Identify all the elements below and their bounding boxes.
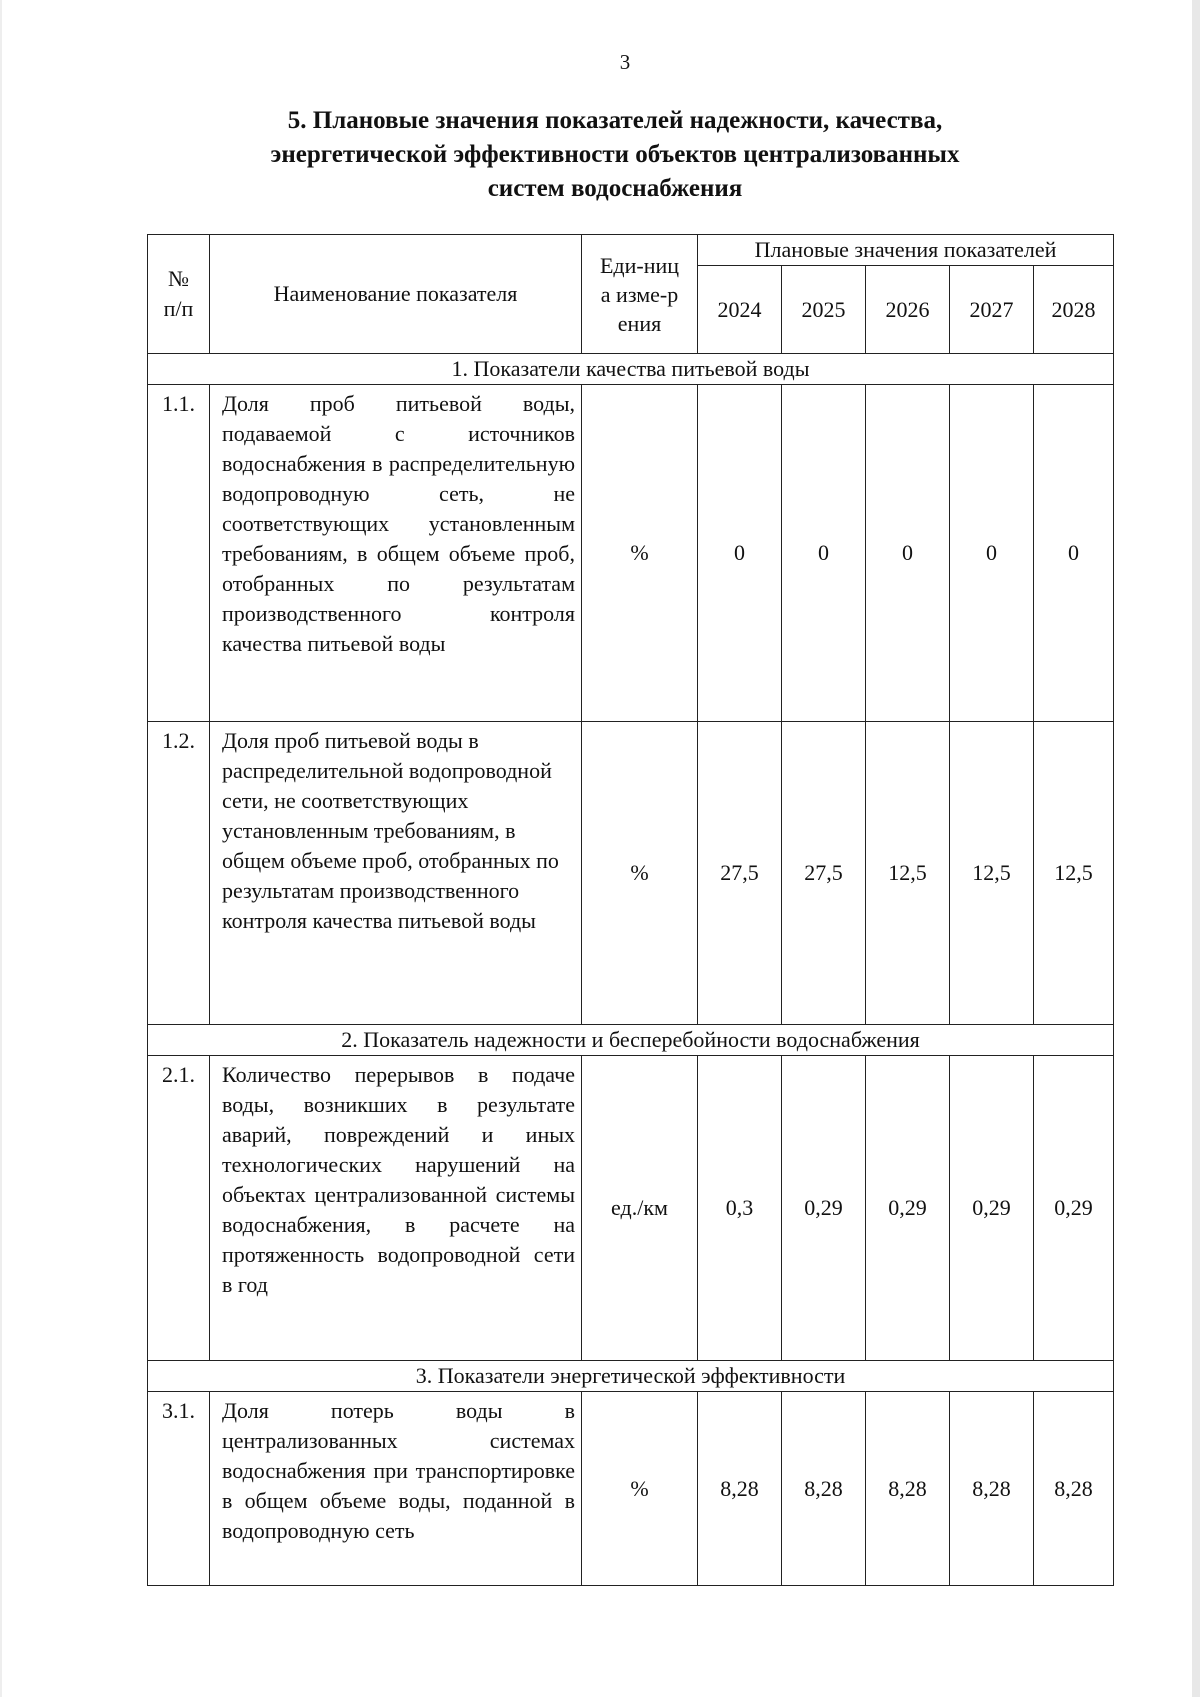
header-plan-values: Плановые значения показателей: [698, 235, 1114, 266]
header-num-label: № п/п: [163, 266, 194, 321]
value-cell: 8,28: [698, 1392, 782, 1586]
value-cell: 27,5: [698, 722, 782, 1025]
section-title: 2. Показатель надежности и бесперебойности водоснабжения: [148, 1025, 1114, 1056]
table-row: [148, 385, 1114, 722]
heading-line-2: энергетической эффективности объектов централизованных: [270, 141, 960, 168]
indicator-unit: %: [582, 722, 698, 1025]
value-cell: 8,28: [782, 1392, 866, 1586]
value-cell: 0,29: [866, 1056, 950, 1361]
scan-edge-right: [1192, 0, 1200, 1697]
value-cell: 0,29: [950, 1056, 1034, 1361]
indicator-name: Доля потерь воды в централизованных системах водоснабжения при транспортировке в общем объеме воды, поданной в водопроводную сеть: [210, 1392, 582, 1586]
heading-line-3: систем водоснабжения: [487, 175, 743, 202]
header-unit: [582, 235, 698, 354]
value-cell: 0: [1034, 385, 1114, 722]
section-row: [148, 1025, 1114, 1056]
value-cell: 12,5: [1034, 722, 1114, 1025]
value-cell: 0,29: [782, 1056, 866, 1361]
value-cell: 0: [782, 385, 866, 722]
value-cell: 0: [698, 385, 782, 722]
value-cell: 8,28: [950, 1392, 1034, 1586]
header-year: 2026: [866, 266, 950, 354]
header-row-1: [148, 235, 1114, 266]
section-heading: [215, 104, 1015, 206]
indicator-name: Доля проб питьевой воды, подаваемой с источников водоснабжения в распределительную водопроводную сеть, не соответствующих установленным требованиям, в общем объеме проб, отобранных по результатам производственного контроля качества питьевой воды: [210, 385, 582, 722]
header-unit-label: Еди-ница изме-рения: [599, 252, 680, 336]
table-row: [148, 1056, 1114, 1361]
scan-edge-left: [0, 0, 2, 1697]
header-year: 2024: [698, 266, 782, 354]
section-title: 1. Показатели качества питьевой воды: [148, 354, 1114, 385]
row-number: 2.1.: [148, 1056, 210, 1361]
value-cell: 0,3: [698, 1056, 782, 1361]
section-title: 3. Показатели энергетической эффективности: [148, 1361, 1114, 1392]
row-number: 1.2.: [148, 722, 210, 1025]
section-row: [148, 1361, 1114, 1392]
header-year: 2027: [950, 266, 1034, 354]
indicator-unit: ед./км: [582, 1056, 698, 1361]
value-cell: 8,28: [866, 1392, 950, 1586]
indicator-unit: %: [582, 1392, 698, 1586]
indicators-table: [147, 234, 1114, 1586]
value-cell: 0,29: [1034, 1056, 1114, 1361]
header-name: Наименование показателя: [210, 235, 582, 354]
indicator-name: Количество перерывов в подаче воды, возникших в результате аварий, повреждений и иных технологических нарушений на объектах централизованной системы водоснабжения, в расчете на протяженность водопроводной сети в год: [210, 1056, 582, 1361]
indicator-unit: %: [582, 385, 698, 722]
value-cell: 12,5: [866, 722, 950, 1025]
row-number: 3.1.: [148, 1392, 210, 1586]
value-cell: 12,5: [950, 722, 1034, 1025]
page-number: 3: [619, 50, 631, 74]
header-year: 2025: [782, 266, 866, 354]
header-year: 2028: [1034, 266, 1114, 354]
table-row: [148, 1392, 1114, 1586]
value-cell: 27,5: [782, 722, 866, 1025]
section-row: [148, 354, 1114, 385]
value-cell: 0: [866, 385, 950, 722]
value-cell: 0: [950, 385, 1034, 722]
row-number: 1.1.: [148, 385, 210, 722]
indicator-name: Доля проб питьевой воды в распределительной водопроводной сети, не соответствующих установленным требованиям, в общем объеме проб, отобранных по результатам производственного контроля качества питьевой воды: [210, 722, 582, 1025]
header-num: [148, 235, 210, 354]
heading-line-1: 5. Плановые значения показателей надежности, качества,: [287, 107, 943, 134]
table-row: [148, 722, 1114, 1025]
value-cell: 8,28: [1034, 1392, 1114, 1586]
